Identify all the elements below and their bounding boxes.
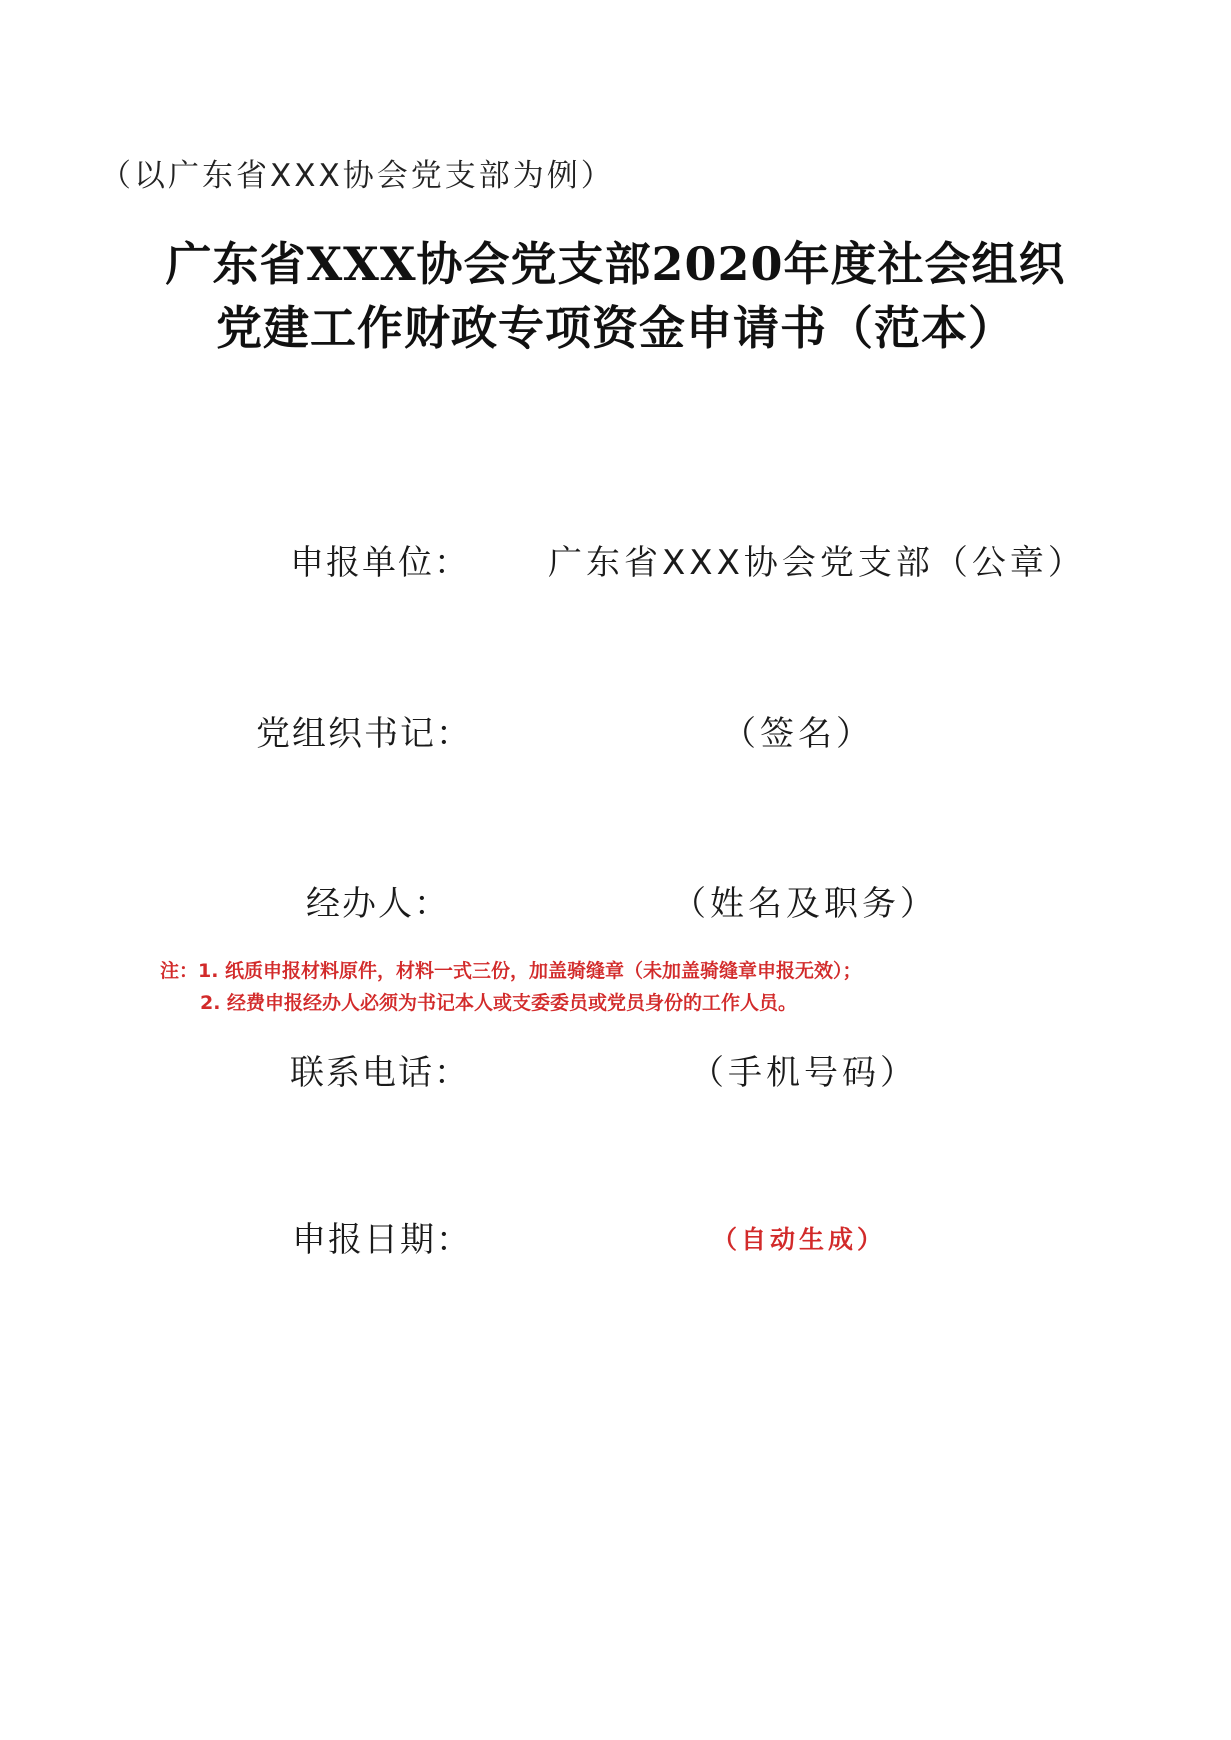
phone-label: 联系电话： bbox=[290, 1053, 470, 1093]
party-secretary-label: 党组织书记： bbox=[256, 714, 472, 754]
note-line-1: 注：1. 纸质申报材料原件，材料一式三份，加盖骑缝章（未加盖骑缝章申报无效）； bbox=[160, 960, 862, 982]
phone-value: （手机号码） bbox=[690, 1053, 918, 1093]
party-secretary-value: （签名） bbox=[722, 714, 874, 754]
field-applicant-unit bbox=[0, 535, 1231, 595]
field-handler bbox=[0, 876, 1231, 936]
apply-date-value: （自动生成） bbox=[712, 1225, 887, 1254]
handler-value: （姓名及职务） bbox=[672, 884, 938, 924]
example-note: （以广东省XXX协会党支部为例） bbox=[100, 158, 615, 194]
field-party-secretary bbox=[0, 706, 1231, 766]
applicant-unit-label: 申报单位： bbox=[290, 543, 470, 583]
field-apply-date bbox=[0, 1212, 1231, 1272]
applicant-unit-value: 广东省XXX协会党支部（公章） bbox=[548, 543, 1086, 583]
title-line-1: 广东省XXX协会党支部2020年度社会组织 bbox=[165, 237, 1066, 291]
title-line-2: 党建工作财政专项资金申请书（范本） bbox=[216, 301, 1015, 355]
apply-date-label: 申报日期： bbox=[292, 1220, 472, 1260]
field-phone bbox=[0, 1045, 1231, 1105]
document-title bbox=[0, 232, 1231, 360]
note-line-2: 2. 经费申报经办人必须为书记本人或支委委员或党员身份的工作人员。 bbox=[200, 992, 798, 1014]
notes-block bbox=[160, 955, 862, 1019]
handler-label: 经办人： bbox=[306, 884, 450, 924]
